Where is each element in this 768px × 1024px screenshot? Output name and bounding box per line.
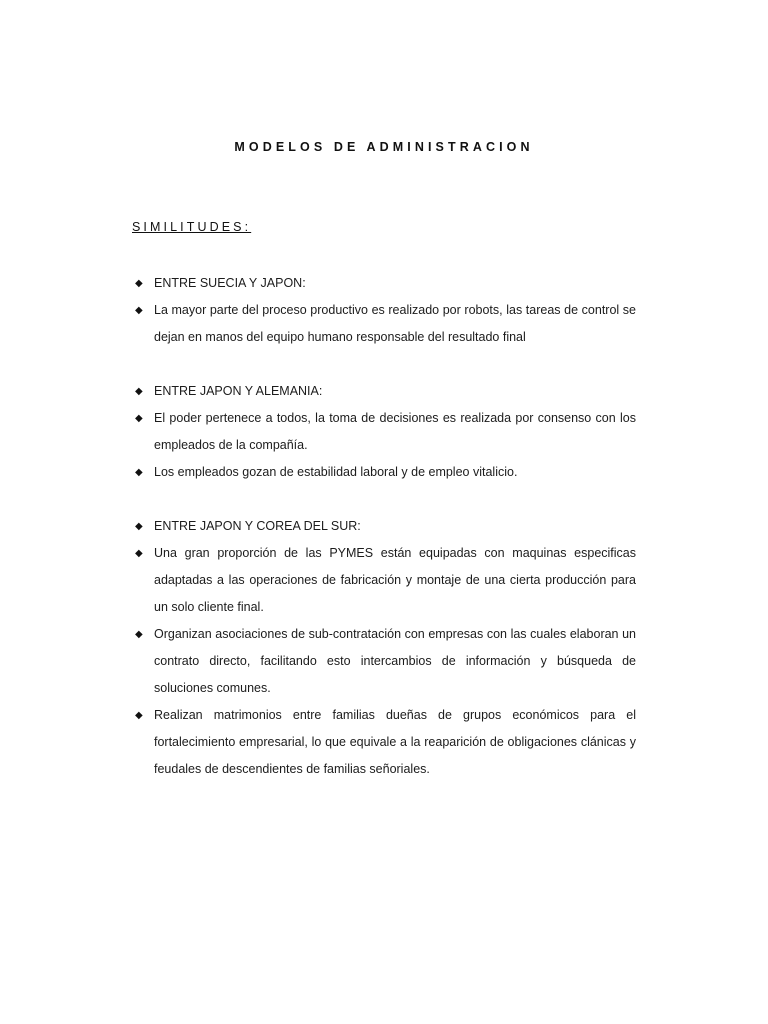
list-item-text: ENTRE SUECIA Y JAPON: xyxy=(154,276,306,290)
list-item xyxy=(132,297,636,351)
similarities-list xyxy=(132,270,636,783)
group-spacer xyxy=(132,486,636,513)
diamond-bullet-icon: ◆ xyxy=(135,629,143,640)
list-item xyxy=(132,405,636,459)
list-item-text: ENTRE JAPON Y COREA DEL SUR: xyxy=(154,519,361,533)
document-title: MODELOS DE ADMINISTRACION xyxy=(234,140,534,154)
diamond-bullet-icon: ◆ xyxy=(135,548,143,559)
section-heading: SIMILITUDES: xyxy=(132,220,252,234)
list-item-text: Una gran proporción de las PYMES están equipadas con maquinas especificas adaptadas a las operaciones de fabricación y montaje de una cierta producción para un solo cliente final. xyxy=(154,546,636,614)
list-item xyxy=(132,702,636,783)
list-item-text: Realizan matrimonios entre familias dueñas de grupos económicos para el fortalecimiento empresarial, lo que equivale a la reaparición de obligaciones clánicas y feudales de descendientes de familias señoriales. xyxy=(154,708,636,776)
list-item-text: El poder pertenece a todos, la toma de decisiones es realizada por consenso con los empleados de la compañía. xyxy=(154,411,636,452)
diamond-bullet-icon: ◆ xyxy=(135,710,143,721)
list-item-text: Organizan asociaciones de sub-contratación con empresas con las cuales elaboran un contrato directo, facilitando esto intercambios de información y búsqueda de soluciones comunes. xyxy=(154,627,636,695)
diamond-bullet-icon: ◆ xyxy=(135,278,143,289)
list-item-text: ENTRE JAPON Y ALEMANIA: xyxy=(154,384,323,398)
diamond-bullet-icon: ◆ xyxy=(135,467,143,478)
diamond-bullet-icon: ◆ xyxy=(135,413,143,424)
list-item xyxy=(132,540,636,621)
diamond-bullet-icon: ◆ xyxy=(135,305,143,316)
list-item xyxy=(132,270,636,297)
list-item-text: Los empleados gozan de estabilidad laboral y de empleo vitalicio. xyxy=(154,465,518,479)
list-item xyxy=(132,513,636,540)
diamond-bullet-icon: ◆ xyxy=(135,521,143,532)
list-item xyxy=(132,459,636,486)
list-item xyxy=(132,378,636,405)
group-spacer xyxy=(132,351,636,378)
diamond-bullet-icon: ◆ xyxy=(135,386,143,397)
list-item xyxy=(132,621,636,702)
list-item-text: La mayor parte del proceso productivo es realizado por robots, las tareas de control se dejan en manos del equipo humano responsable del resultado final xyxy=(154,303,636,344)
